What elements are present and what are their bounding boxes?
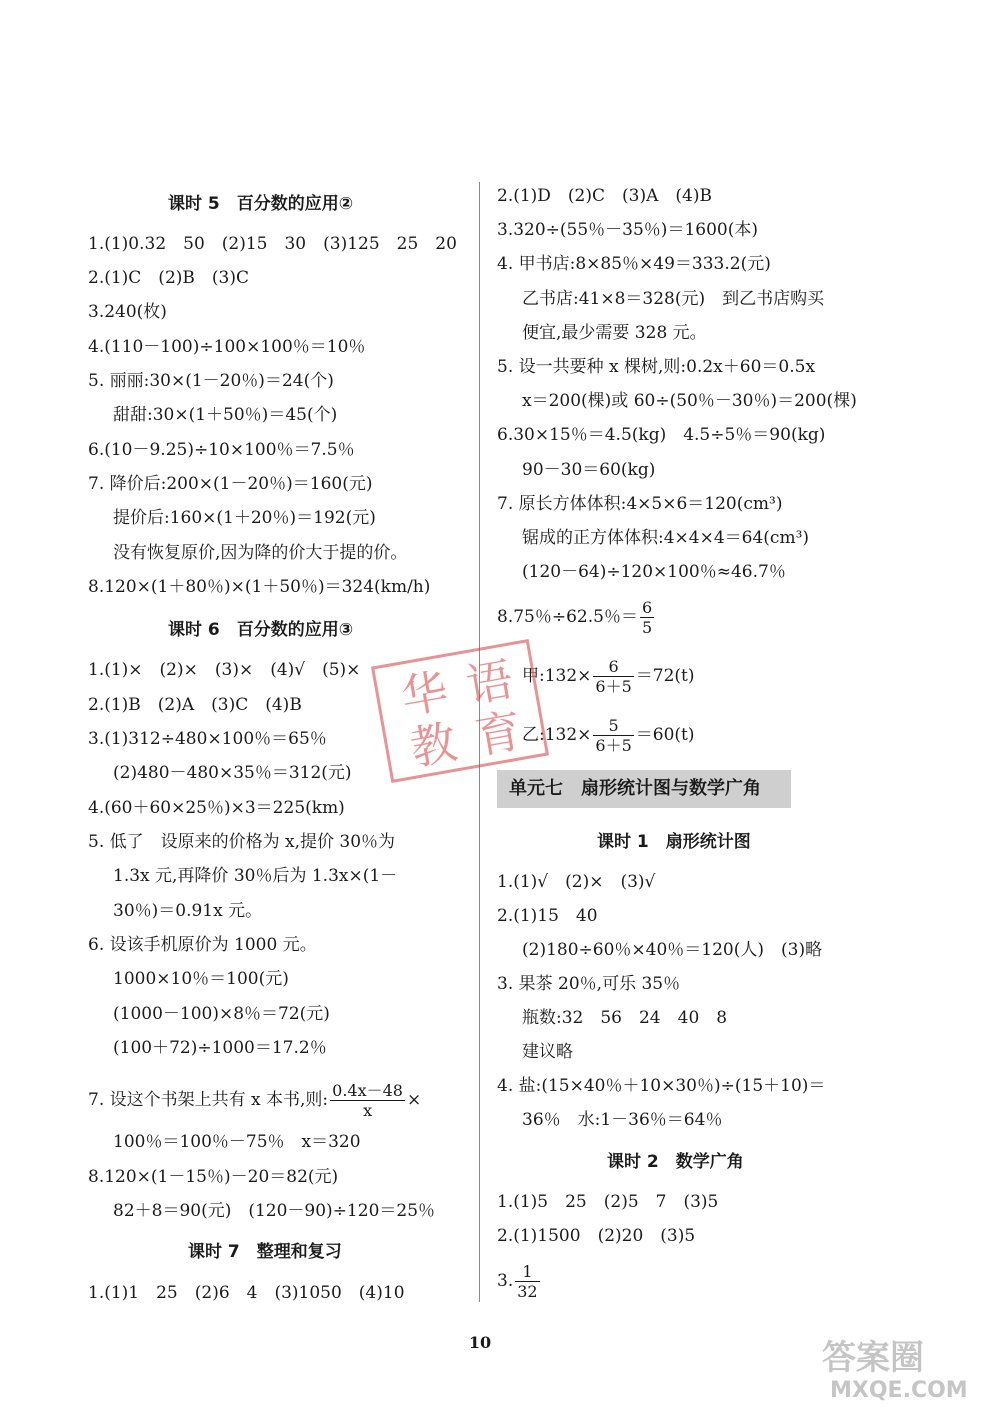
- answer-line: 没有恢复原价,因为降的价大于提的价。: [113, 543, 408, 563]
- answer-line-fraction: [497, 1258, 542, 1304]
- answer-line: 提价后:160×(1＋20％)＝192(元): [113, 508, 376, 528]
- answer-line: 2.(1)B (2)A (3)C (4)B: [88, 695, 302, 715]
- answer-line: 36％ 水:1－36％＝64％: [522, 1110, 723, 1130]
- answer-line: 建议略: [522, 1042, 573, 1062]
- answer-line: (2)180÷60％×40％＝120(人) (3)略: [522, 940, 823, 960]
- answer-line: 1.(1)5 25 (2)5 7 (3)5: [497, 1192, 719, 1212]
- site-watermark: [822, 1338, 968, 1404]
- q3-numerator: 1: [515, 1262, 539, 1282]
- answer-line-fraction: [88, 1077, 421, 1123]
- lesson-2-heading: 课时 2 数学广角: [607, 1152, 744, 1172]
- yi-numerator: 5: [593, 716, 633, 736]
- page-number: 10: [468, 1333, 492, 1352]
- q8-numerator: 6: [641, 598, 653, 617]
- watermark-logo: 答案圈: [822, 1338, 924, 1378]
- answer-line: 甜甜:30×(1＋50％)＝45(个): [113, 405, 338, 425]
- stamp-char: 教: [406, 714, 461, 776]
- answer-line: 30％)＝0.91x 元。: [113, 901, 263, 921]
- answer-line: 5. 设一共要种 x 棵树,则:0.2x＋60＝0.5x: [497, 357, 816, 377]
- q7-suffix: ×: [407, 1090, 422, 1110]
- answer-line: 8.120×(1＋80％)×(1＋50％)＝324(km/h): [88, 577, 431, 597]
- q7-denominator: x: [363, 1101, 373, 1120]
- answer-line: 1000×10％＝100(元): [113, 969, 289, 989]
- answer-line: 3. 果茶 20％,可乐 35％: [497, 974, 681, 994]
- stamp-char: 华: [397, 663, 452, 725]
- answer-line: 1.(1)× (2)× (3)× (4)√ (5)×: [88, 660, 361, 680]
- publisher-stamp: [371, 639, 549, 783]
- q7-numerator: 0.4x－48: [332, 1081, 403, 1100]
- answer-line: 100％＝100％－75％ x＝320: [113, 1132, 361, 1152]
- answer-line: 3.320÷(55％－35％)＝1600(本): [497, 220, 758, 240]
- answer-line: 4.(60＋60×25％)×3＝225(km): [88, 798, 345, 818]
- answer-line: 瓶数:32 56 24 40 8: [522, 1008, 728, 1028]
- answer-line: (100＋72)÷1000＝17.2％: [113, 1038, 327, 1058]
- answer-line: 8.120×(1－15％)－20＝82(元): [88, 1167, 339, 1187]
- answer-line: 7. 降价后:200×(1－20％)＝160(元): [88, 474, 373, 494]
- q8-prefix: 8.75％÷62.5％＝: [497, 607, 638, 627]
- jia-numerator: 6: [593, 657, 633, 677]
- lesson-1-heading: 课时 1 扇形统计图: [597, 832, 751, 852]
- jia-prefix: 甲:132×: [522, 666, 592, 686]
- answer-line: 3.240(枚): [88, 302, 167, 322]
- answer-line: 1.(1)√ (2)× (3)√: [497, 872, 656, 892]
- answer-line: 5. 低了 设原来的价格为 x,提价 30％为: [88, 832, 396, 852]
- answer-line: 4.(110－100)÷100×100％＝10％: [88, 337, 366, 357]
- yi-denominator: 6＋5: [595, 736, 632, 755]
- lesson-5-heading: 课时 5 百分数的应用②: [168, 194, 354, 214]
- answer-line: 2.(1)15 40: [497, 906, 598, 926]
- watermark-url: MXQE.COM: [830, 1378, 968, 1403]
- yi-suffix: ＝60(t): [635, 725, 695, 745]
- answer-line: (120－64)÷120×100％≈46.7％: [522, 562, 786, 582]
- jia-denominator: 6＋5: [595, 677, 632, 696]
- unit-7-title-bar: 单元七 扇形统计图与数学广角: [497, 770, 791, 808]
- lesson-7-heading: 课时 7 整理和复习: [188, 1242, 342, 1262]
- jia-suffix: ＝72(t): [635, 666, 695, 686]
- answer-line: 2.(1)1500 (2)20 (3)5: [497, 1226, 696, 1246]
- yi-prefix: 乙:132×: [522, 725, 592, 745]
- answer-line: 5. 丽丽:30×(1－20％)＝24(个): [88, 371, 334, 391]
- stamp-char: 语: [462, 651, 517, 714]
- answer-line: 6.30×15％＝4.5(kg) 4.5÷5％＝90(kg): [497, 425, 826, 445]
- yi-fraction: [593, 716, 633, 755]
- answer-line: 锯成的正方体体积:4×4×4＝64(cm³): [522, 528, 810, 548]
- q8-fraction: [640, 598, 654, 637]
- answer-line: 6.(10－9.25)÷10×100％＝7.5％: [88, 440, 355, 460]
- answer-line: x＝200(棵)或 60÷(50％－30％)＝200(棵): [522, 391, 857, 411]
- answer-line: 乙书店:41×8＝328(元) 到乙书店购买: [522, 289, 825, 309]
- answer-line: 3.(1)312÷480×100％＝65％: [88, 729, 327, 749]
- answer-line: 2.(1)C (2)B (3)C: [88, 268, 249, 288]
- answer-line: 1.(1)1 25 (2)6 4 (3)1050 (4)10: [88, 1283, 405, 1303]
- answer-line: 6. 设该手机原价为 1000 元。: [88, 935, 317, 955]
- answer-line: 便宜,最少需要 328 元。: [522, 323, 707, 343]
- q7-fraction: [330, 1081, 405, 1120]
- stamp-char: 育: [471, 703, 526, 765]
- answer-line: 82＋8＝90(元) (120－90)÷120＝25％: [113, 1201, 436, 1221]
- q7-prefix: 7. 设这个书架上共有 x 本书,则:: [88, 1090, 329, 1110]
- answer-line: (1000－100)×8％＝72(元): [113, 1004, 330, 1024]
- answer-line: 90－30＝60(kg): [522, 460, 656, 480]
- lesson-6-heading: 课时 6 百分数的应用③: [168, 620, 354, 640]
- answer-line: 4. 甲书店:8×85％×49＝333.2(元): [497, 254, 771, 274]
- answer-line: 1.3x 元,再降价 30％后为 1.3x×(1－: [113, 866, 398, 886]
- answer-line: 2.(1)D (2)C (3)A (4)B: [497, 186, 712, 206]
- q3-prefix: 3.: [497, 1271, 514, 1291]
- answer-line: 4. 盐:(15×40％＋10×30％)÷(15＋10)＝: [497, 1076, 826, 1096]
- answer-line: 1.(1)0.32 50 (2)15 30 (3)125 25 20: [88, 234, 457, 254]
- q3-denominator: 32: [517, 1282, 538, 1301]
- q3-fraction: [515, 1262, 539, 1301]
- answer-line-fraction: [497, 594, 656, 640]
- answer-line: (2)480－480×35％＝312(元): [113, 763, 352, 783]
- jia-fraction: [593, 657, 633, 696]
- q8-denominator: 5: [641, 618, 653, 637]
- answer-line: 7. 原长方体体积:4×5×6＝120(cm³): [497, 494, 783, 514]
